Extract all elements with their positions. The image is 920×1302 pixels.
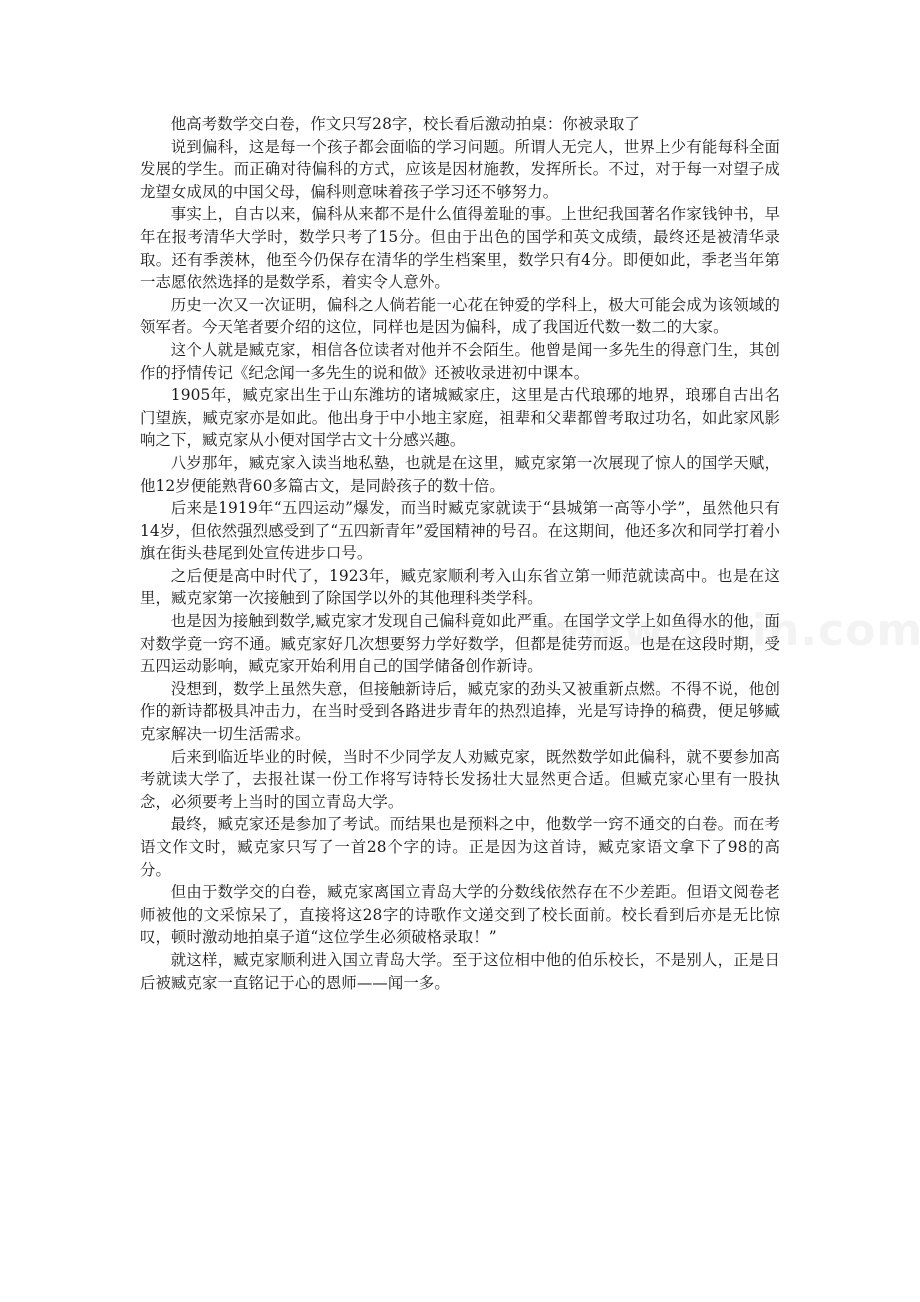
paragraph: 也是因为接触到数学,臧克家才发现自己偏科竟如此严重。在国学文学上如鱼得水的他，面对数学竟一窍不通。臧克家好几次想要努力学好数学，但都是徒劳而返。也是在这段时期，受五四运动影响，臧克家开始利用自己的国学储备创作新诗。	[140, 612, 780, 676]
paragraph: 这个人就是臧克家，相信各位读者对他并不会陌生。他曾是闻一多先生的得意门生，其创作的抒情传记《纪念闻一多先生的说和做》还被收录进初中课本。	[140, 340, 780, 382]
paragraph: 就这样，臧克家顺利进入国立青岛大学。至于这位相中他的伯乐校长，不是别人，正是日后被臧克家一直铭记于心的恩师——闻一多。	[140, 950, 780, 992]
paragraph: 事实上，自古以来，偏科从来都不是什么值得羞耻的事。上世纪我国著名作家钱钟书，早年在报考清华大学时，数学只考了15分。但由于出色的国学和英文成绩，最终还是被清华录取。还有季羡林，他至今仍保存在清华的学生档案里，数学只有4分。即便如此，季老当年第一志愿依然选择的是数学系，着实令人意外。	[140, 205, 780, 292]
paragraph: 没想到，数学上虽然失意，但接触新诗后，臧克家的劲头又被重新点燃。不得不说，他创作的新诗都极具冲击力，在当时受到各路进步青年的热烈追捧，光是写诗挣的稿费，便足够臧克家解决一切生活需求。	[140, 679, 780, 744]
document-page	[140, 113, 780, 994]
paragraph: 但由于数学交的白卷，臧克家离国立青岛大学的分数线依然存在不少差距。但语文阅卷老师被他的文采惊呆了，直接将这28字的诗歌作文递交到了校长面前。校长看到后亦是无比惊叹，顿时激动地拍桌子道“这位学生必须破格录取！”	[140, 883, 780, 947]
paragraph: 最终，臧克家还是参加了考试。而结果也是预料之中，他数学一窍不通交的白卷。而在考语文作文时，臧克家只写了一首28个字的诗。正是因为这首诗，臧克家语文拿下了98的高分。	[140, 815, 780, 879]
paragraph: 八岁那年，臧克家入读当地私塾，也就是在这里，臧克家第一次展现了惊人的国学天赋，他12岁便能熟背60多篇古文，是同龄孩子的数十倍。	[140, 453, 780, 495]
document-title: 他高考数学交白卷，作文只写28字，校长看后激动拍桌：你被录取了	[170, 115, 640, 133]
paragraph: 说到偏科，这是每一个孩子都会面临的学习问题。所谓人无完人，世界上少有能每科全面发展的学生。而正确对待偏科的方式，应该是因材施教，发挥所长。不过，对于每一对望子成龙望女成凤的中国父母，偏科则意味着孩子学习还不够努力。	[140, 137, 780, 201]
document-body	[140, 136, 780, 995]
paragraph: 后来到临近毕业的时候，当时不少同学友人劝臧克家，既然数学如此偏科，就不要参加高考就读大学了，去报社谋一份工作将写诗特长发扬壮大显然更合适。但臧克家心里有一股执念，必须要考上当时的国立青岛大学。	[140, 747, 780, 811]
paragraph: 之后便是高中时代了，1923年，臧克家顺利考入山东省立第一师范就读高中。也是在这里，臧克家第一次接触到了除国学以外的其他理科类学科。	[140, 566, 780, 608]
paragraph: 后来是1919年“五四运动”爆发，而当时臧克家就读于“县城第一高等小学”，虽然他只有14岁，但依然强烈感受到了“五四新青年”爱国精神的号召。在这期间，他还多次和同学打着小旗在街头巷尾到处宣传进步口号。	[140, 499, 780, 563]
paragraph: 1905年，臧克家出生于山东潍坊的诸城臧家庄，这里是古代琅琊的地界，琅琊自古出名门望族，臧克家亦是如此。他出身于中小地主家庭，祖辈和父辈都曾考取过功名，如此家风影响之下，臧克家从小便对国学古文十分感兴趣。	[140, 386, 780, 450]
paragraph: 历史一次又一次证明，偏科之人倘若能一心花在钟爱的学科上，极大可能会成为该领域的领军者。今天笔者要介绍的这位，同样也是因为偏科，成了我国近代数一数二的大家。	[140, 295, 780, 337]
